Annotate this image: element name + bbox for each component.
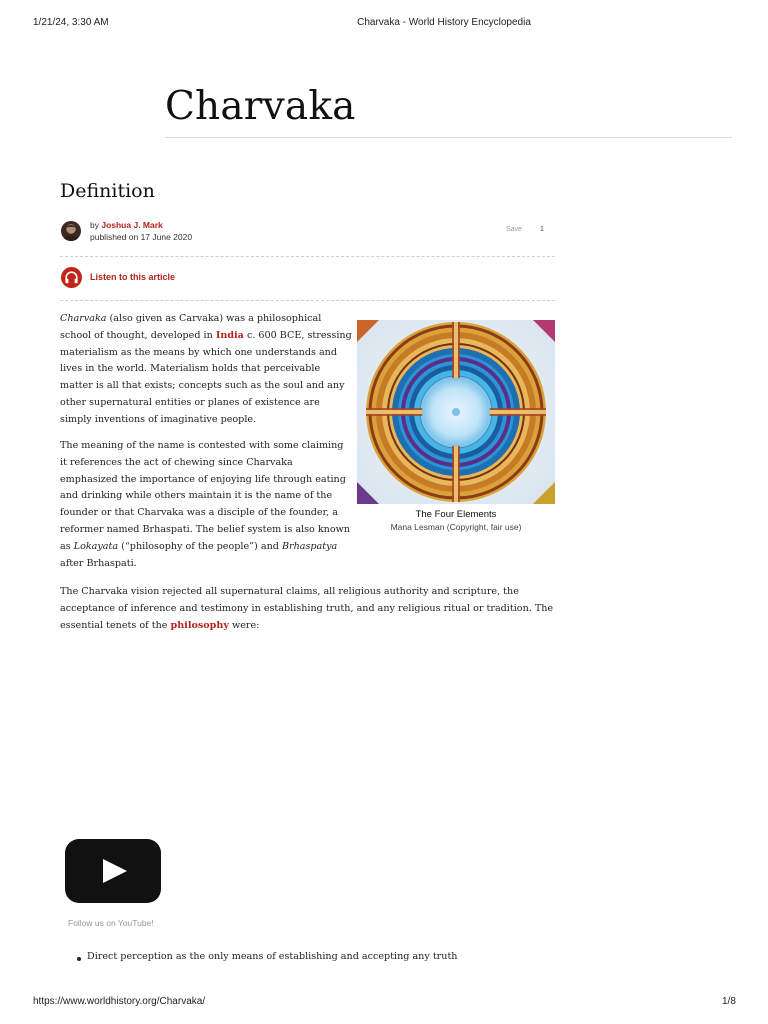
paragraph-tenets-intro: The Charvaka vision rejected all supernatural claims, all religious authority and scripture, the acceptance of inference and testimony in establishing truth, and any religious ritual or tradition. The essential tenets of the philosophy were: (60, 586, 554, 631)
youtube-play-icon[interactable] (65, 839, 161, 903)
divider-top (60, 256, 555, 257)
print-page-title: Charvaka - World History Encyclopedia (357, 17, 531, 28)
term-brhaspatya: Brhaspatya (281, 540, 338, 552)
paragraph-intro: Charvaka (also given as Carvaka) was a philosophical school of thought, developed in India c. 600 BCE, stressing materialism as the means by which one understands and lives in the world. Materialism holds that perceivable matter is all that exists; concepts such as the soul and any other supernatural entities or planes of existence are simply inventions of imaginative people. (60, 313, 352, 425)
byline (90, 219, 192, 243)
youtube-follow-link[interactable]: Follow us on YouTube! (68, 918, 154, 928)
byline-prefix: by (90, 220, 102, 230)
link-philosophy[interactable]: philosophy (170, 619, 229, 631)
listen-article-link[interactable]: Listen to this article (90, 272, 176, 282)
print-url: https://www.worldhistory.org/Charvaka/ (33, 996, 206, 1007)
term-lokayata: Lokayata (73, 540, 119, 552)
headphones-icon[interactable] (61, 267, 82, 288)
save-button[interactable]: Save (506, 226, 522, 233)
term-charvaka: Charvaka (60, 313, 107, 324)
article-title: Charvaka (165, 84, 356, 129)
tenet-item: Direct perception as the only means of establishing and accepting any truth (87, 951, 458, 962)
link-india[interactable]: India (215, 329, 244, 341)
published-date: published on 17 June 2020 (90, 232, 193, 242)
figure-credit: Mana Lesman (Copyright, fair use) (390, 522, 522, 532)
divider-bottom (60, 300, 555, 301)
section-heading: Definition (60, 180, 155, 202)
print-page-number: 1/8 (722, 996, 736, 1007)
four-elements-image[interactable] (357, 320, 555, 504)
bullet-marker (77, 957, 81, 961)
paragraph-name-meaning: The meaning of the name is contested with some claiming it references the act of chewing since Charvaka emphasized the importance of enjoying life through eating and drinking while others maintain it is the name of the founder or that Charvaka was a disciple of the founder, a reformer named Brhaspati. The belief system is also known as Lokayata (“philosophy of the people”) and Brhaspatya after Brhaspati. (60, 440, 351, 569)
title-divider (165, 137, 732, 138)
figure-caption: The Four Elements (415, 509, 497, 520)
author-avatar[interactable] (61, 221, 81, 241)
print-datetime: 1/21/24, 3:30 AM (33, 17, 109, 28)
save-count: 1 (540, 226, 544, 233)
author-link[interactable]: Joshua J. Mark (101, 220, 163, 230)
